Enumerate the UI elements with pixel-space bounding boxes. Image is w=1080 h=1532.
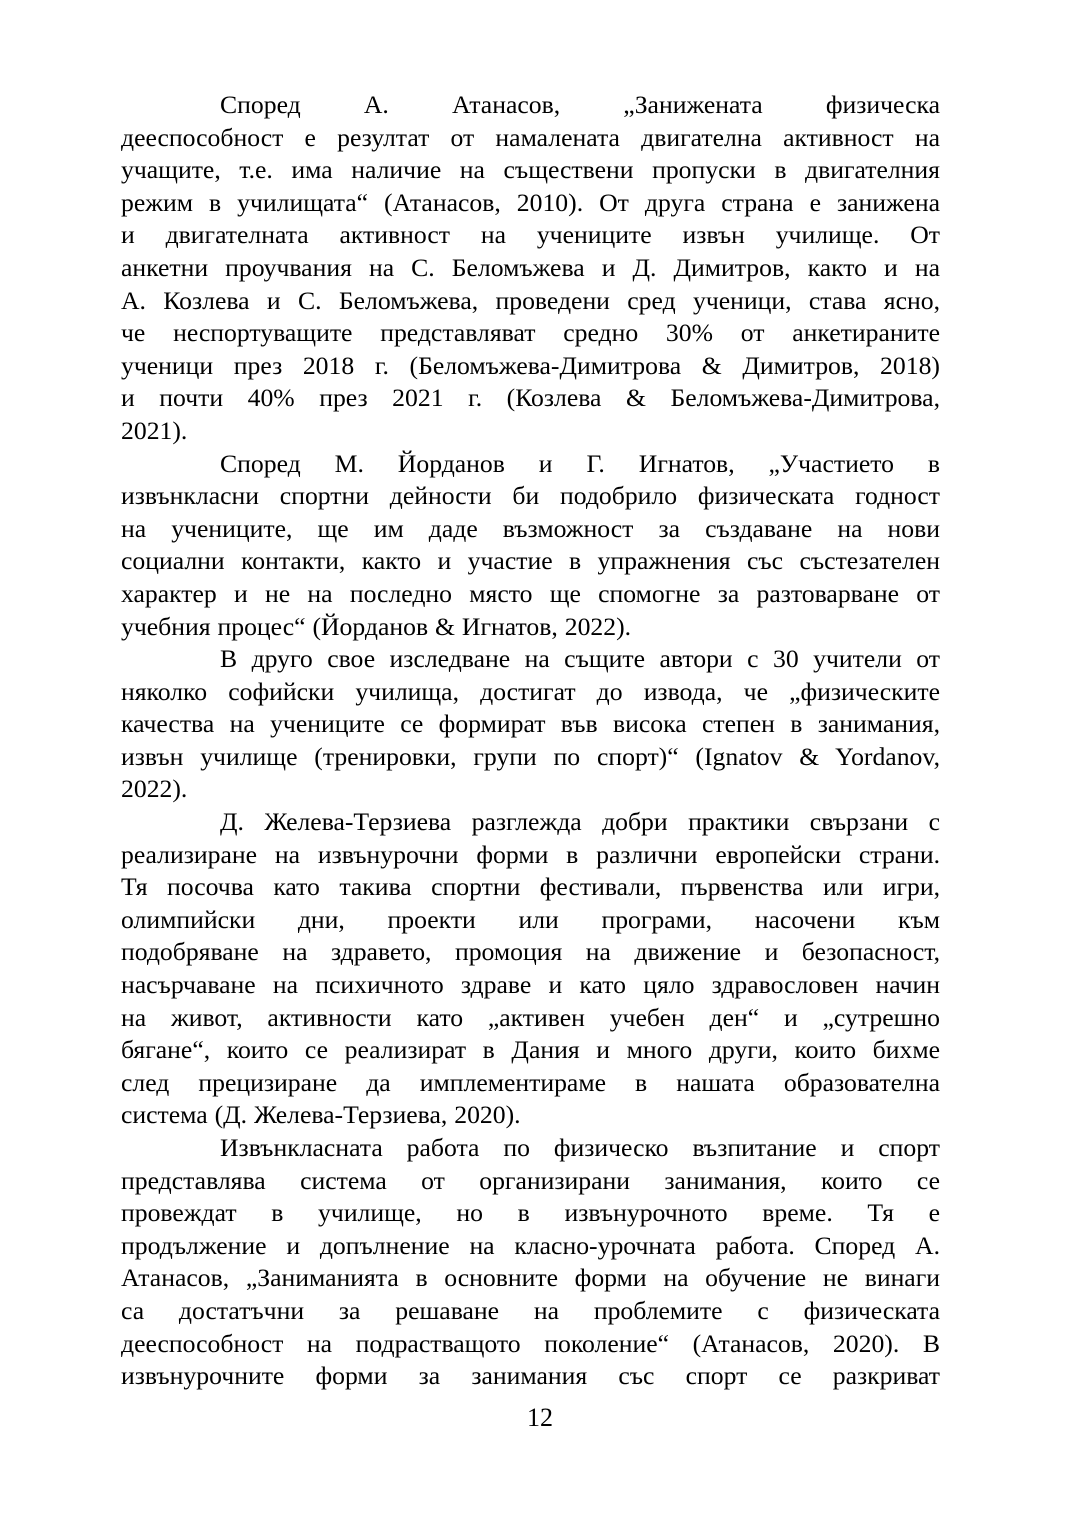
paragraph — [121, 806, 940, 1132]
text-line: 2021). — [121, 415, 188, 445]
text-line: Д. Желева-Терзиева разглежда добри практики свързани с — [220, 807, 940, 837]
paragraph — [121, 448, 940, 644]
text-line: извънкласни спортни дейности би подобрило физическата годност — [121, 481, 940, 511]
text-line: на живот, активности като „активен учебен ден“ и „сутрешно — [121, 1002, 940, 1032]
text-line: Според М. Йорданов и Г. Игнатов, „Участието в — [220, 448, 940, 478]
text-line: Според А. Атанасов, „Занижената физическа — [220, 90, 940, 119]
page-number: 12 — [527, 1403, 553, 1432]
text-line: и двигателната активност на учениците извън училище. От — [121, 220, 940, 250]
text-line: и почти 40% през 2021 г. (Козлева & Беломъжева-Димитрова, — [121, 383, 940, 413]
text-line: учащите, т.е. има наличие на съществени пропуски в двигателния — [121, 155, 940, 185]
text-line: дееспособност на подрастващото поколение“ (Атанасов, 2020). В — [121, 1328, 940, 1358]
text-line: Атанасов, „Заниманията в основните форми на обучение не винаги — [121, 1263, 940, 1293]
text-line: след прецизиране да имплементираме в нашата образователна — [121, 1067, 940, 1097]
text-line: ученици през 2018 г. (Беломъжева-Димитрова & Димитров, 2018) — [121, 350, 940, 380]
text-line: продължение и допълнение на класно-урочната работа. Според А. — [121, 1230, 940, 1260]
text-line: извън училище (тренировки, групи по спорт)“ (Ignatov & Yordanov, — [121, 741, 940, 771]
text-line: режим в училищата“ (Атанасов, 2010). От друга страна е занижена — [121, 187, 940, 217]
text-line: представлява система от организирани занимания, които се — [121, 1165, 940, 1195]
text-line: провеждат в училище, но в извънурочното време. Тя е — [121, 1198, 940, 1228]
text-line: 2022). — [121, 774, 188, 804]
text-block — [121, 89, 940, 1393]
text-line: че неспортуващите представляват средно 30% от анкетираните — [121, 318, 940, 348]
paragraph — [121, 1132, 940, 1393]
text-line: качества на учениците се формират във висока степен в занимания, — [121, 709, 940, 739]
text-line: на учениците, ще им даде възможност за създаване на нови — [121, 513, 940, 543]
paragraph — [121, 643, 940, 806]
text-line: характер и не на последно място ще спомогне за разтоварване от — [121, 578, 940, 608]
paragraph — [121, 89, 940, 448]
text-line: реализиране на извънурочни форми в различни европейски страни. — [121, 839, 940, 869]
text-line: В друго свое изследване на същите автори с 30 учители от — [220, 644, 940, 674]
text-line: бягане“, които се реализират в Дания и много други, които бихме — [121, 1035, 940, 1065]
text-line: извънурочните форми за занимания със спорт се разкриват — [121, 1361, 940, 1391]
text-line: дееспособност е резултат от намалената двигателна активност на — [121, 122, 940, 152]
text-line: учебния процес“ (Йорданов & Игнатов, 2022). — [121, 611, 632, 641]
text-line: насърчаване на психичното здраве и като цяло здравословен начин — [121, 970, 940, 1000]
text-line: Тя посочва като такива спортни фестивали, първенства или игри, — [121, 872, 940, 902]
text-line: Извънкласната работа по физическо възпитание и спорт — [220, 1133, 940, 1162]
text-line: А. Козлева и С. Беломъжева, проведени сред ученици, става ясно, — [121, 285, 940, 315]
text-line: подобряване на здравето, промоция на движение и безопасност, — [121, 937, 940, 967]
text-line: са достатъчни за решаване на проблемите с физическата — [121, 1295, 940, 1325]
text-line: система (Д. Желева-Терзиева, 2020). — [121, 1100, 521, 1130]
text-line: анкетни проучвания на С. Беломъжева и Д. Димитров, както и на — [121, 252, 940, 282]
text-line: олимпийски дни, проекти или програми, насочени към — [121, 904, 940, 934]
text-line: социални контакти, както и участие в упражнения със състезателен — [121, 546, 940, 576]
text-line: няколко софийски училища, достигат до извода, че „физическите — [121, 676, 940, 706]
